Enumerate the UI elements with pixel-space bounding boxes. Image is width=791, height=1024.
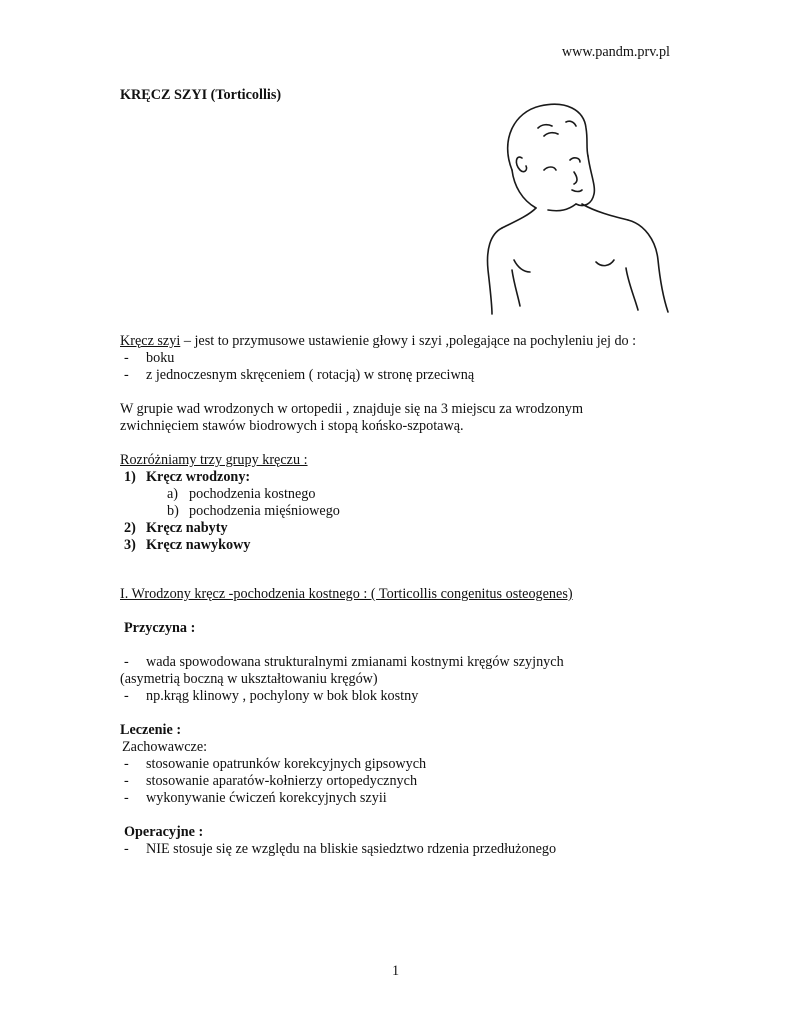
- chest-left: [514, 260, 530, 272]
- frequency-line-1: W grupie wad wrodzonych w ortopedii , znajduje się na 3 miejscu za wrodzonym: [120, 401, 584, 417]
- groups-heading: Rozróżniamy trzy grupy kręczu :: [120, 452, 308, 468]
- cause-heading: Przyczyna :: [124, 620, 196, 636]
- chin: [548, 204, 576, 211]
- definition-text: – jest to przymusowe ustawienie głowy i szyi ,polegające na pochyleniu jej do :: [180, 333, 637, 349]
- treatment-heading: Leczenie :: [120, 722, 182, 738]
- cause-item-1: wada spowodowana strukturalnymi zmianami kostnymi kręgów szyjnych: [146, 654, 564, 670]
- hair: [538, 121, 576, 136]
- group-1-number: 1): [124, 469, 136, 485]
- group-2-number: 2): [124, 520, 136, 536]
- head-outline-right: [576, 156, 594, 206]
- neck-left: [502, 208, 536, 228]
- subgroup-a-label: pochodzenia kostnego: [189, 486, 316, 502]
- page-number: 1: [392, 963, 400, 979]
- operative-dash-1: -: [124, 841, 129, 857]
- definition-dash-1: -: [124, 350, 129, 366]
- definition-line: [120, 333, 636, 350]
- definition-item-1: boku: [146, 350, 175, 366]
- neck-right: [582, 204, 628, 220]
- ear: [516, 157, 526, 172]
- mouth: [572, 190, 582, 192]
- subgroup-b-letter: b): [167, 503, 179, 519]
- group-3-number: 3): [124, 537, 136, 553]
- operative-label: Operacyjne :: [124, 824, 204, 840]
- conservative-dash-2: -: [124, 773, 129, 789]
- cause-dash-1: -: [124, 654, 129, 670]
- frequency-line-2: zwichnięciem stawów biodrowych i stopą końsko-szpotawą.: [120, 418, 464, 434]
- nose: [574, 172, 577, 184]
- cause-item-1-continued: (asymetrią boczną w ukształtowaniu kręgów): [120, 671, 378, 687]
- header-url: www.pandm.prv.pl: [561, 44, 670, 60]
- definition-dash-2: -: [124, 367, 129, 383]
- torticollis-infant-illustration: [478, 100, 670, 316]
- arm-inner-right: [626, 268, 638, 310]
- arm-inner-left: [512, 270, 520, 306]
- head-outline-lower: [512, 170, 536, 208]
- cause-item-2: np.krąg klinowy , pochylony w bok blok kostny: [146, 688, 419, 704]
- group-3-label: Kręcz nawykowy: [146, 537, 251, 553]
- conservative-item-3: wykonywanie ćwiczeń korekcyjnych szyii: [146, 790, 387, 806]
- chest-right: [596, 260, 614, 266]
- eye-left: [544, 167, 556, 170]
- definition-term: Kręcz szyi: [120, 333, 181, 349]
- conservative-item-1: stosowanie opatrunków korekcyjnych gipsowych: [146, 756, 427, 772]
- conservative-dash-1: -: [124, 756, 129, 772]
- section-1-heading: I. Wrodzony kręcz -pochodzenia kostnego : ( Torticollis congenitus osteogenes): [120, 586, 573, 602]
- definition-item-2: z jednoczesnym skręceniem ( rotacją) w stronę przeciwną: [146, 367, 475, 383]
- subgroup-a-letter: a): [167, 486, 179, 502]
- eye-right: [570, 158, 580, 162]
- cause-dash-2: -: [124, 688, 129, 704]
- left-shoulder-arm: [488, 228, 502, 314]
- conservative-dash-3: -: [124, 790, 129, 806]
- subgroup-b-label: pochodzenia mięśniowego: [189, 503, 340, 519]
- head-outline: [508, 104, 588, 170]
- group-1-label: Kręcz wrodzony:: [146, 469, 251, 485]
- operative-item-1: NIE stosuje się ze względu na bliskie sąsiedztwo rdzenia przedłużonego: [146, 841, 557, 857]
- conservative-label: Zachowawcze:: [122, 739, 208, 755]
- document-title: KRĘCZ SZYI (Torticollis): [120, 87, 282, 103]
- conservative-item-2: stosowanie aparatów-kołnierzy ortopedycznych: [146, 773, 418, 789]
- group-2-label: Kręcz nabyty: [146, 520, 228, 536]
